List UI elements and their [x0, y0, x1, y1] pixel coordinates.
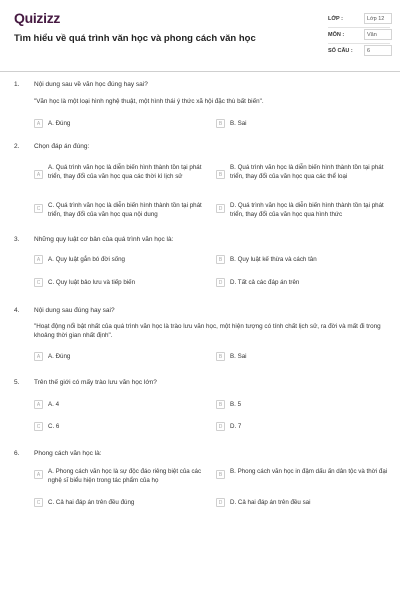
question-number: 2. [14, 143, 20, 150]
option-d[interactable] [216, 422, 390, 432]
option-b[interactable] [216, 467, 390, 479]
option-b[interactable] [216, 400, 390, 410]
question-6 [14, 450, 390, 520]
option-checkbox[interactable]: A [34, 470, 43, 479]
option-text: A. 4 [48, 401, 60, 408]
question-number: 1. [14, 81, 20, 88]
question-5 [14, 379, 390, 439]
question-number: 4. [14, 307, 20, 314]
option-text: C. Cả hai đáp án trên đều đúng [48, 499, 135, 506]
option-b[interactable] [216, 119, 386, 129]
option-c[interactable] [34, 498, 206, 508]
option-text: A. Đúng [48, 120, 71, 127]
question-quote: "Văn học là một loại hình nghệ thuật, một hình thái ý thức xã hội đặc thù bất biến". [34, 98, 264, 105]
question-number: 6. [14, 450, 20, 457]
option-c[interactable] [34, 278, 206, 288]
option-checkbox[interactable]: A [34, 255, 43, 264]
grade-label: LỚP : [328, 16, 343, 22]
option-text: B. Quá trình văn học là diễn biến hình thành tồn tại phát triển, thay đổi của văn học qua các thể loại [230, 164, 384, 180]
question-count-label: SỐ CÂU : [328, 48, 353, 54]
option-text: A. Đúng [48, 353, 71, 360]
option-checkbox[interactable]: A [34, 400, 43, 409]
quizizz-logo: Quizizz [14, 10, 61, 26]
option-checkbox[interactable]: C [34, 498, 43, 507]
option-a[interactable] [34, 400, 206, 410]
option-text: B. 5 [230, 401, 242, 408]
option-checkbox[interactable]: C [34, 278, 43, 287]
option-text: A. Quá trình văn học là diễn biến hình thành tồn tại phát triển, thay đổi của văn học qua các thời kì lịch sử [48, 164, 202, 180]
question-count-value: 6 [364, 45, 392, 56]
option-text: B. Quy luật kế thừa và cách tân [230, 256, 317, 263]
option-text: C. Quá trình văn học là diễn biến hình thành tồn tại phát triển, thay đổi của văn học qua nội dung [48, 202, 202, 218]
option-checkbox[interactable]: D [216, 422, 225, 431]
option-text: D. Tất cả các đáp án trên [230, 279, 300, 286]
question-text: Phong cách văn học là: [34, 450, 102, 457]
option-checkbox[interactable]: A [34, 119, 43, 128]
question-2 [14, 143, 390, 223]
option-a[interactable] [34, 163, 206, 181]
question-text: Chọn đáp án đúng: [34, 143, 90, 150]
option-text: C. Quy luật bảo lưu và tiếp biến [48, 279, 136, 286]
option-d[interactable] [216, 498, 390, 508]
option-checkbox[interactable]: C [34, 422, 43, 431]
option-c[interactable] [34, 422, 206, 432]
subject-value: Văn [364, 29, 392, 40]
option-d[interactable] [216, 201, 390, 219]
option-checkbox[interactable]: A [34, 170, 43, 179]
option-c[interactable] [34, 201, 206, 219]
option-checkbox[interactable]: C [34, 204, 43, 213]
option-text: B. Sai [230, 120, 247, 127]
question-quote: "Hoạt động nổi bật nhất của quá trình văn học là trào lưu văn học, một hiện tượng có tính chất lịch sử, ra đời và mất đi trong khoảng thời gian nhất định". [34, 323, 381, 339]
option-a[interactable] [34, 352, 204, 362]
meta-divider [328, 43, 390, 44]
option-checkbox[interactable]: B [216, 255, 225, 264]
worksheet-header [0, 0, 400, 72]
question-text: Trên thế giới có mấy trào lưu văn học lớn? [34, 379, 157, 386]
question-number: 5. [14, 379, 20, 386]
option-a[interactable] [34, 467, 206, 485]
option-d[interactable] [216, 278, 390, 288]
option-checkbox[interactable]: B [216, 119, 225, 128]
question-3 [14, 236, 390, 296]
option-text: A. Quy luật gắn bó đời sống [48, 256, 125, 263]
worksheet-title: Tìm hiểu về quá trình văn học và phong cách văn học [14, 33, 256, 44]
question-1 [14, 81, 390, 131]
option-a[interactable] [34, 255, 206, 265]
option-text: D. Cả hai đáp án trên đều sai [230, 499, 311, 506]
option-checkbox[interactable]: D [216, 204, 225, 213]
option-text: A. Phong cách văn học là sự độc đáo riêng biệt của các nghệ sĩ biểu hiện trong tác phẩm của họ [48, 468, 202, 484]
option-text: D. 7 [230, 423, 242, 430]
option-text: D. Quá trình văn học là diễn biến hình thành tồn tại phát triển, thay đổi của văn học qua hình thức [230, 202, 384, 218]
option-checkbox[interactable]: D [216, 498, 225, 507]
option-checkbox[interactable]: D [216, 278, 225, 287]
question-number: 3. [14, 236, 20, 243]
question-text: Những quy luật cơ bản của quá trình văn học là: [34, 236, 174, 243]
option-b[interactable] [216, 352, 386, 362]
question-text: Nội dung sau về văn học đúng hay sai? [34, 81, 148, 88]
option-checkbox[interactable]: B [216, 470, 225, 479]
option-checkbox[interactable]: B [216, 400, 225, 409]
option-checkbox[interactable]: A [34, 352, 43, 361]
option-b[interactable] [216, 163, 390, 181]
option-a[interactable] [34, 119, 204, 129]
option-b[interactable] [216, 255, 390, 265]
subject-label: MÔN : [328, 32, 345, 38]
grade-value: Lớp 12 [364, 13, 392, 24]
option-text: B. Sai [230, 353, 247, 360]
option-text: C. 6 [48, 423, 60, 430]
question-4 [14, 307, 390, 367]
option-checkbox[interactable]: B [216, 352, 225, 361]
question-text: Nội dung sau đúng hay sai? [34, 307, 115, 314]
meta-divider [328, 27, 390, 28]
option-checkbox[interactable]: B [216, 170, 225, 179]
option-text: B. Phong cách văn học in đậm dấu ấn dân tộc và thời đại [230, 468, 388, 475]
